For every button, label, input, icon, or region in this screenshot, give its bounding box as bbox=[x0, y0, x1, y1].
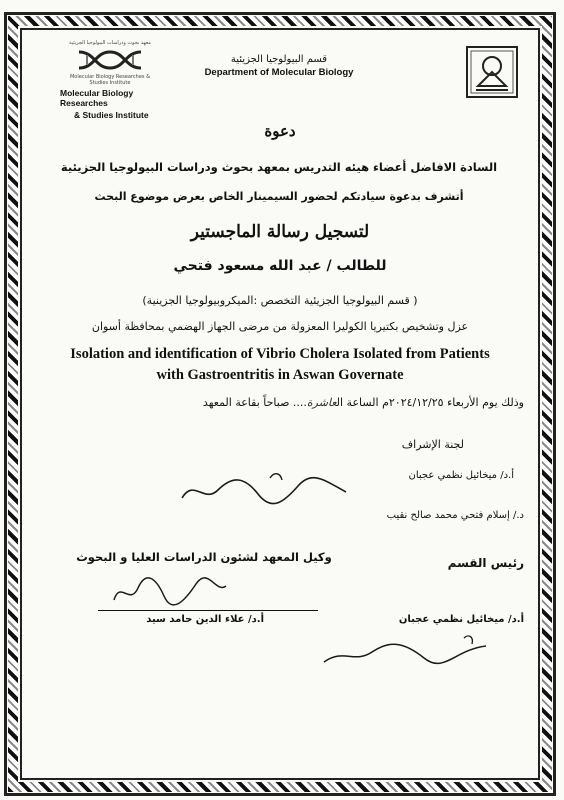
head-of-department-name: أ.د/ ميخائيل نظمي عجبان bbox=[398, 614, 524, 625]
english-title-line2: with Gastroentritis in Aswan Governate bbox=[156, 367, 404, 383]
addressee-line: السادة الافاضل أعضاء هيئه التدريس بمعهد بحوث ودراسات البيولوجيا الجزيئية bbox=[60, 160, 498, 174]
institute-name-line2: & Studies Institute bbox=[74, 110, 149, 120]
signature-line bbox=[98, 610, 318, 611]
invitation-title: دعوة bbox=[264, 122, 296, 140]
supervisor-1: أ.د/ ميخائيل نظمي عجبان bbox=[408, 470, 514, 481]
english-title-line1: Isolation and identification of Vibrio Cholera Isolated from Patients bbox=[70, 346, 490, 362]
department-header bbox=[194, 54, 364, 78]
department-english: Department of Molecular Biology bbox=[204, 67, 354, 78]
vice-dean-title: وكيل المعهد لشئون الدراسات العليا و البحوث bbox=[76, 550, 332, 564]
vice-dean-name: أ.د/ علاء الدين حامد سيد bbox=[146, 614, 264, 625]
supervisor-signature bbox=[174, 468, 354, 508]
date-prefix: وذلك يوم الأربعاء ٢٠٢٤/١٢/٢٥م الساعة ال bbox=[336, 396, 524, 409]
head-of-department-signature bbox=[314, 630, 494, 670]
date-line bbox=[64, 396, 524, 409]
department-arabic: قسم البيولوجيا الجزيئية bbox=[230, 54, 328, 65]
university-emblem-icon bbox=[464, 44, 520, 100]
date-time-handwritten: عاشرة bbox=[306, 396, 337, 409]
student-line: للطالب / عبد الله مسعود فتحي bbox=[173, 258, 387, 274]
head-of-department-title: رئيس القسم bbox=[447, 556, 524, 570]
institute-english-small: Molecular Biology Researches & Studies Institute bbox=[69, 74, 150, 86]
institute-logo-block bbox=[60, 40, 160, 120]
english-thesis-title bbox=[24, 344, 536, 386]
date-suffix: .... صباحاً بقاعة المعهد bbox=[202, 396, 307, 409]
supervision-heading: لجنة الإشراف bbox=[401, 438, 464, 451]
vice-dean-signature bbox=[104, 572, 234, 612]
registration-line: لتسجيل رسالة الماجستير bbox=[190, 222, 370, 242]
institute-name-line1: Molecular Biology Researches bbox=[60, 88, 134, 108]
dna-logo-icon bbox=[75, 46, 145, 74]
specialization-line: ( قسم البيولوجيا الجزيئية التخصص :الميكروبيولوجيا الجزينية) bbox=[142, 294, 418, 307]
institute-arabic-small: معهد بحوث ودراسات البيولوجيا الجزيئية bbox=[69, 40, 151, 46]
request-line: أتشرف بدعوة سيادتكم لحضور السيمينار الخاص بعرض موضوع البحث bbox=[94, 190, 464, 203]
arabic-topic: عزل وتشخيص بكتيريا الكوليرا المعزولة من مرضى الجهاز الهضمي بمحافظة أسوان bbox=[91, 320, 469, 333]
document-content bbox=[24, 32, 536, 776]
supervisor-2: د./ إسلام فتحي محمد صالح نقيب bbox=[386, 510, 524, 521]
